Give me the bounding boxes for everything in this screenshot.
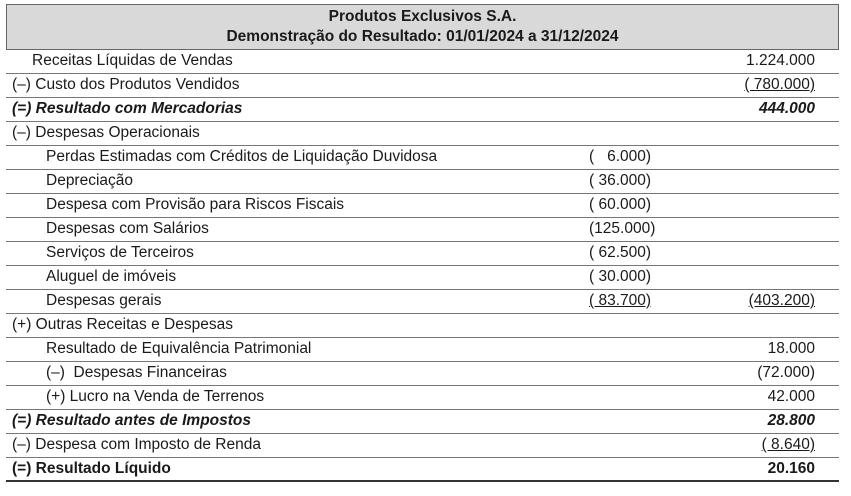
row-despesas-financeiras [6, 362, 839, 386]
row-lucro-terrenos [6, 386, 839, 410]
statement-title: Demonstração do Resultado: 01/01/2024 a 31/12/2024 [226, 28, 619, 45]
row-salarios [6, 218, 839, 242]
row-label: Despesas gerais [46, 292, 162, 309]
row-outras-receitas [6, 314, 839, 338]
row-label: Despesas com Salários [46, 220, 209, 237]
statement-header [6, 4, 839, 50]
row-label: Serviços de Terceiros [46, 244, 194, 261]
row-label: (–) Despesa com Imposto de Renda [12, 436, 261, 453]
row-label: (=) Resultado antes de Impostos [12, 412, 252, 429]
row-label: Despesa com Provisão para Riscos Fiscais [46, 196, 345, 213]
row-provisao-riscos [6, 194, 839, 218]
row-aluguel [6, 266, 839, 290]
row-label: (+) Lucro na Venda de Terrenos [46, 388, 265, 405]
row-resultado-mercadorias [6, 98, 839, 122]
row-resultado-antes-impostos [6, 410, 839, 434]
row-value: 18.000 [767, 340, 815, 357]
row-subvalue: ( 36.000) [589, 172, 652, 189]
row-label: Aluguel de imóveis [46, 268, 177, 285]
row-label: Resultado de Equivalência Patrimonial [46, 340, 312, 357]
row-imposto-renda [6, 434, 839, 458]
row-resultado-liquido [6, 458, 839, 482]
row-value: (72.000) [757, 364, 815, 381]
row-despesas-gerais [6, 290, 839, 314]
row-subvalue: ( 60.000) [589, 196, 652, 213]
row-subvalue: (125.000) [589, 220, 656, 237]
row-label: (=) Resultado Líquido [12, 460, 171, 477]
row-subvalue: ( 6.000) [589, 148, 652, 165]
company-name: Produtos Exclusivos S.A. [328, 8, 517, 25]
row-receitas-liquidas [6, 50, 839, 74]
row-equivalencia [6, 338, 839, 362]
row-value: ( 8.640) [761, 436, 815, 453]
row-label: (+) Outras Receitas e Despesas [12, 316, 233, 333]
row-custo-produtos [6, 74, 839, 98]
row-depreciacao [6, 170, 839, 194]
row-value: 444.000 [758, 100, 815, 117]
row-label: Perdas Estimadas com Créditos de Liquidação Duvidosa [46, 148, 438, 165]
row-label: (–) Custo dos Produtos Vendidos [12, 76, 240, 93]
row-despesas-operacionais [6, 122, 839, 146]
row-pecld [6, 146, 839, 170]
row-value: 20.160 [767, 460, 815, 477]
row-label: Depreciação [46, 172, 134, 189]
row-value: 42.000 [767, 388, 815, 405]
row-label: (=) Resultado com Mercadorias [12, 100, 243, 117]
row-label: Receitas Líquidas de Vendas [32, 52, 233, 69]
row-subvalue: ( 83.700) [589, 292, 652, 309]
row-value: ( 780.000) [744, 76, 815, 93]
row-label: (–) Despesas Operacionais [12, 124, 200, 141]
row-servicos-terceiros [6, 242, 839, 266]
row-subvalue: ( 30.000) [589, 268, 652, 285]
row-label: (–) Despesas Financeiras [46, 364, 227, 381]
row-value: 1.224.000 [746, 52, 815, 69]
row-subvalue: ( 62.500) [589, 244, 652, 261]
row-value: (403.200) [748, 292, 815, 309]
row-value: 28.800 [767, 412, 815, 429]
